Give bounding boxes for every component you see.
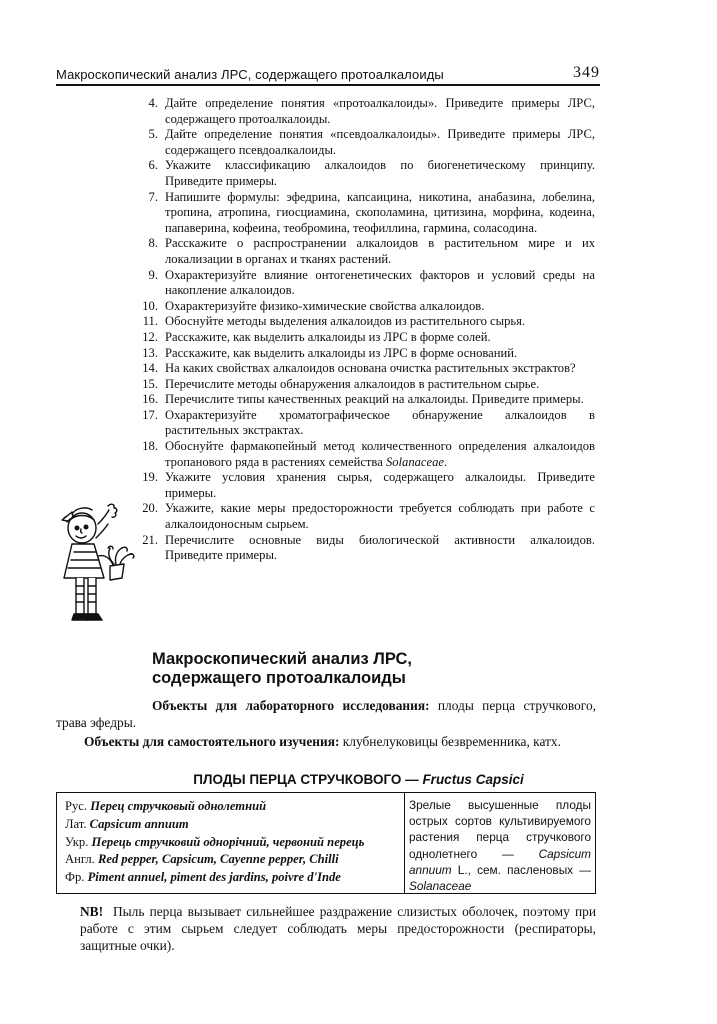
language-abbrev: Укр. [65, 834, 89, 849]
question-list [132, 96, 595, 564]
question-text: Расскажите, как выделить алкалоиды из ЛРС в форме солей. [165, 329, 491, 344]
name-row [65, 869, 404, 887]
question-item [132, 158, 595, 189]
question-number: 13. [142, 345, 158, 360]
question-item [132, 501, 595, 532]
self-study-label: Объекты для самостоятельного изучения: [84, 734, 340, 749]
question-text: Охарактеризуйте влияние онтогенетических факторов и условий среды на накопление алкалоидов. [165, 267, 595, 298]
question-item [132, 470, 595, 501]
question-item [132, 330, 595, 346]
question-number: 8. [148, 236, 158, 251]
question-number: 15. [142, 376, 158, 391]
language-abbrev: Англ. [65, 852, 95, 867]
question-text [165, 439, 595, 470]
question-text: Напишите формулы: эфедрина, капсаицина, никотина, анабазина, лобелина, тропина, атропина, гиосциамина, скополамина, цитизина, морфина, кодеина, папаверина, кофеина, теобромина, теофиллина, гармина, соласодина. [165, 189, 595, 235]
question-number: 10. [142, 298, 158, 313]
plant-name: Capsicum annuum [89, 816, 189, 831]
header-rule [56, 84, 600, 86]
question-text: Дайте определение понятия «псевдоалкалоиды». Приведите примеры ЛРС, содержащего псевдоалкалоиды. [165, 127, 595, 157]
language-abbrev: Фр. [65, 870, 85, 885]
question-text: Перечислите методы обнаружения алкалоидов в растительном сырье. [165, 376, 540, 391]
question-item [132, 377, 595, 393]
running-header [56, 64, 600, 86]
language-abbrev: Лат. [65, 816, 87, 831]
nb-label: NB! [80, 904, 104, 919]
question-number: 17. [142, 407, 158, 422]
section-title-line-2: содержащего протоалкалоиды [152, 669, 406, 687]
species-latin: Capsicum annuum [409, 846, 592, 877]
question-item [132, 268, 595, 299]
question-item [132, 533, 595, 564]
name-row [65, 851, 404, 869]
question-item [132, 361, 595, 377]
question-text: Перечислите основные виды биологической активности алкалоидов. Приведите примеры. [165, 532, 595, 563]
question-number: 18. [142, 439, 158, 454]
question-item [132, 346, 595, 362]
language-abbrev: Рус. [65, 799, 88, 813]
question-item [132, 314, 595, 330]
question-text: Обоснуйте методы выделения алкалоидов из растительного сырья. [165, 314, 526, 329]
running-header-title: Макроскопический анализ ЛРС, содержащего протоалкалоиды [56, 67, 444, 82]
question-text: Укажите условия хранения сырья, содержащего алкалоиды. Приведите примеры. [165, 470, 595, 500]
self-study-paragraph [56, 733, 596, 750]
drug-names-table [56, 792, 596, 894]
name-row [65, 798, 404, 816]
question-number: 7. [148, 189, 158, 204]
drug-description [409, 797, 591, 894]
question-number: 14. [142, 361, 158, 376]
cartoon-girl-illustration [52, 496, 138, 628]
family-text: сем. пасленовых — [477, 862, 592, 877]
question-text: Охарактеризуйте физико-химические свойства алкалоидов. [165, 298, 485, 313]
plant-name: Piment annuel, piment des jardins, poivre d'Inde [87, 870, 341, 885]
question-item [132, 236, 595, 267]
question-number: 4. [148, 96, 158, 110]
plant-name: Перець стручковий однорічний, червоний перець [91, 834, 365, 849]
description-text: Зрелые высушенные плоды острых сортов культивируемого растения перца стручкового однолетнего — [409, 798, 591, 861]
nb-text: Пыль перца вызывает сильнейшее раздражение слизистых оболочек, поэтому при работе с этим сырьем следует соблюдать меры предосторожности (респираторы, защитные очки). [80, 904, 596, 953]
question-number: 9. [148, 267, 158, 282]
drug-heading-latin: Fructus Capsici [422, 772, 524, 787]
question-text: Укажите классификацию алкалоидов по биогенетическому принципу. Приведите примеры. [165, 158, 595, 188]
question-number: 12. [142, 329, 158, 344]
section-title-line-1: Макроскопический анализ ЛРС, [152, 650, 412, 668]
lab-objects-label: Объекты для лабораторного исследования: [152, 698, 430, 713]
name-row [65, 816, 404, 834]
question-text: Расскажите о распространении алкалоидов в растительном мире и их локализации в органах и тканях растений. [165, 236, 595, 266]
nb-warning [80, 903, 596, 954]
question-number: 20. [142, 501, 158, 516]
plant-name: Red pepper, Capsicum, Cayenne pepper, Chilli [97, 852, 339, 867]
question-text: На каких свойствах алкалоидов основана очистка растительных экстрактов? [165, 361, 576, 376]
question-number: 6. [148, 158, 158, 173]
self-study-text: клубнелуковицы безвременника, катх. [339, 734, 561, 749]
question-number: 5. [148, 127, 158, 142]
question-item [132, 96, 595, 127]
question-item [132, 127, 595, 158]
drug-heading-russian: ПЛОДЫ ПЕРЦА СТРУЧКОВОГО — [193, 772, 423, 787]
question-text-end: . [444, 454, 448, 469]
question-item [132, 392, 595, 408]
question-number: 11. [142, 314, 158, 329]
name-row [65, 834, 404, 852]
drug-names-column [57, 793, 405, 893]
question-number: 19. [142, 470, 158, 485]
question-number: 16. [142, 392, 158, 407]
species-author: L., [457, 862, 471, 877]
section-title [152, 650, 572, 688]
family-latin: Solanaceae [409, 879, 472, 894]
family-latin-name: Solanaceae [385, 454, 445, 469]
lab-objects-text: плоды перца стручкового, трава эфедры. [56, 698, 596, 730]
question-text: Дайте определение понятия «протоалкалоиды». Приведите примеры ЛРС, содержащего протоалкалоиды. [165, 96, 595, 126]
question-item [132, 439, 595, 470]
question-text: Охарактеризуйте хроматографическое обнаружение алкалоидов в растительных экстрактах. [165, 407, 595, 438]
question-text: Расскажите, как выделить алкалоиды из ЛРС в форме оснований. [165, 345, 518, 360]
question-item [132, 299, 595, 315]
page-number: 349 [573, 64, 600, 81]
drug-heading [0, 772, 717, 787]
question-text-main: Обоснуйте фармакопейный метод количественного определения алкалоидов тропанового ряда в растениях семейства [165, 439, 595, 469]
question-item [132, 408, 595, 439]
lab-objects-paragraph [56, 697, 596, 731]
question-item [132, 190, 595, 237]
plant-name: Перец стручковый однолетний [90, 799, 267, 813]
question-text: Укажите, какие меры предосторожности требуется соблюдать при работе с алкалоидоносным сырьем. [165, 501, 595, 532]
question-text: Перечислите типы качественных реакций на алкалоиды. Приведите примеры. [165, 392, 584, 407]
question-number: 21. [142, 532, 158, 547]
